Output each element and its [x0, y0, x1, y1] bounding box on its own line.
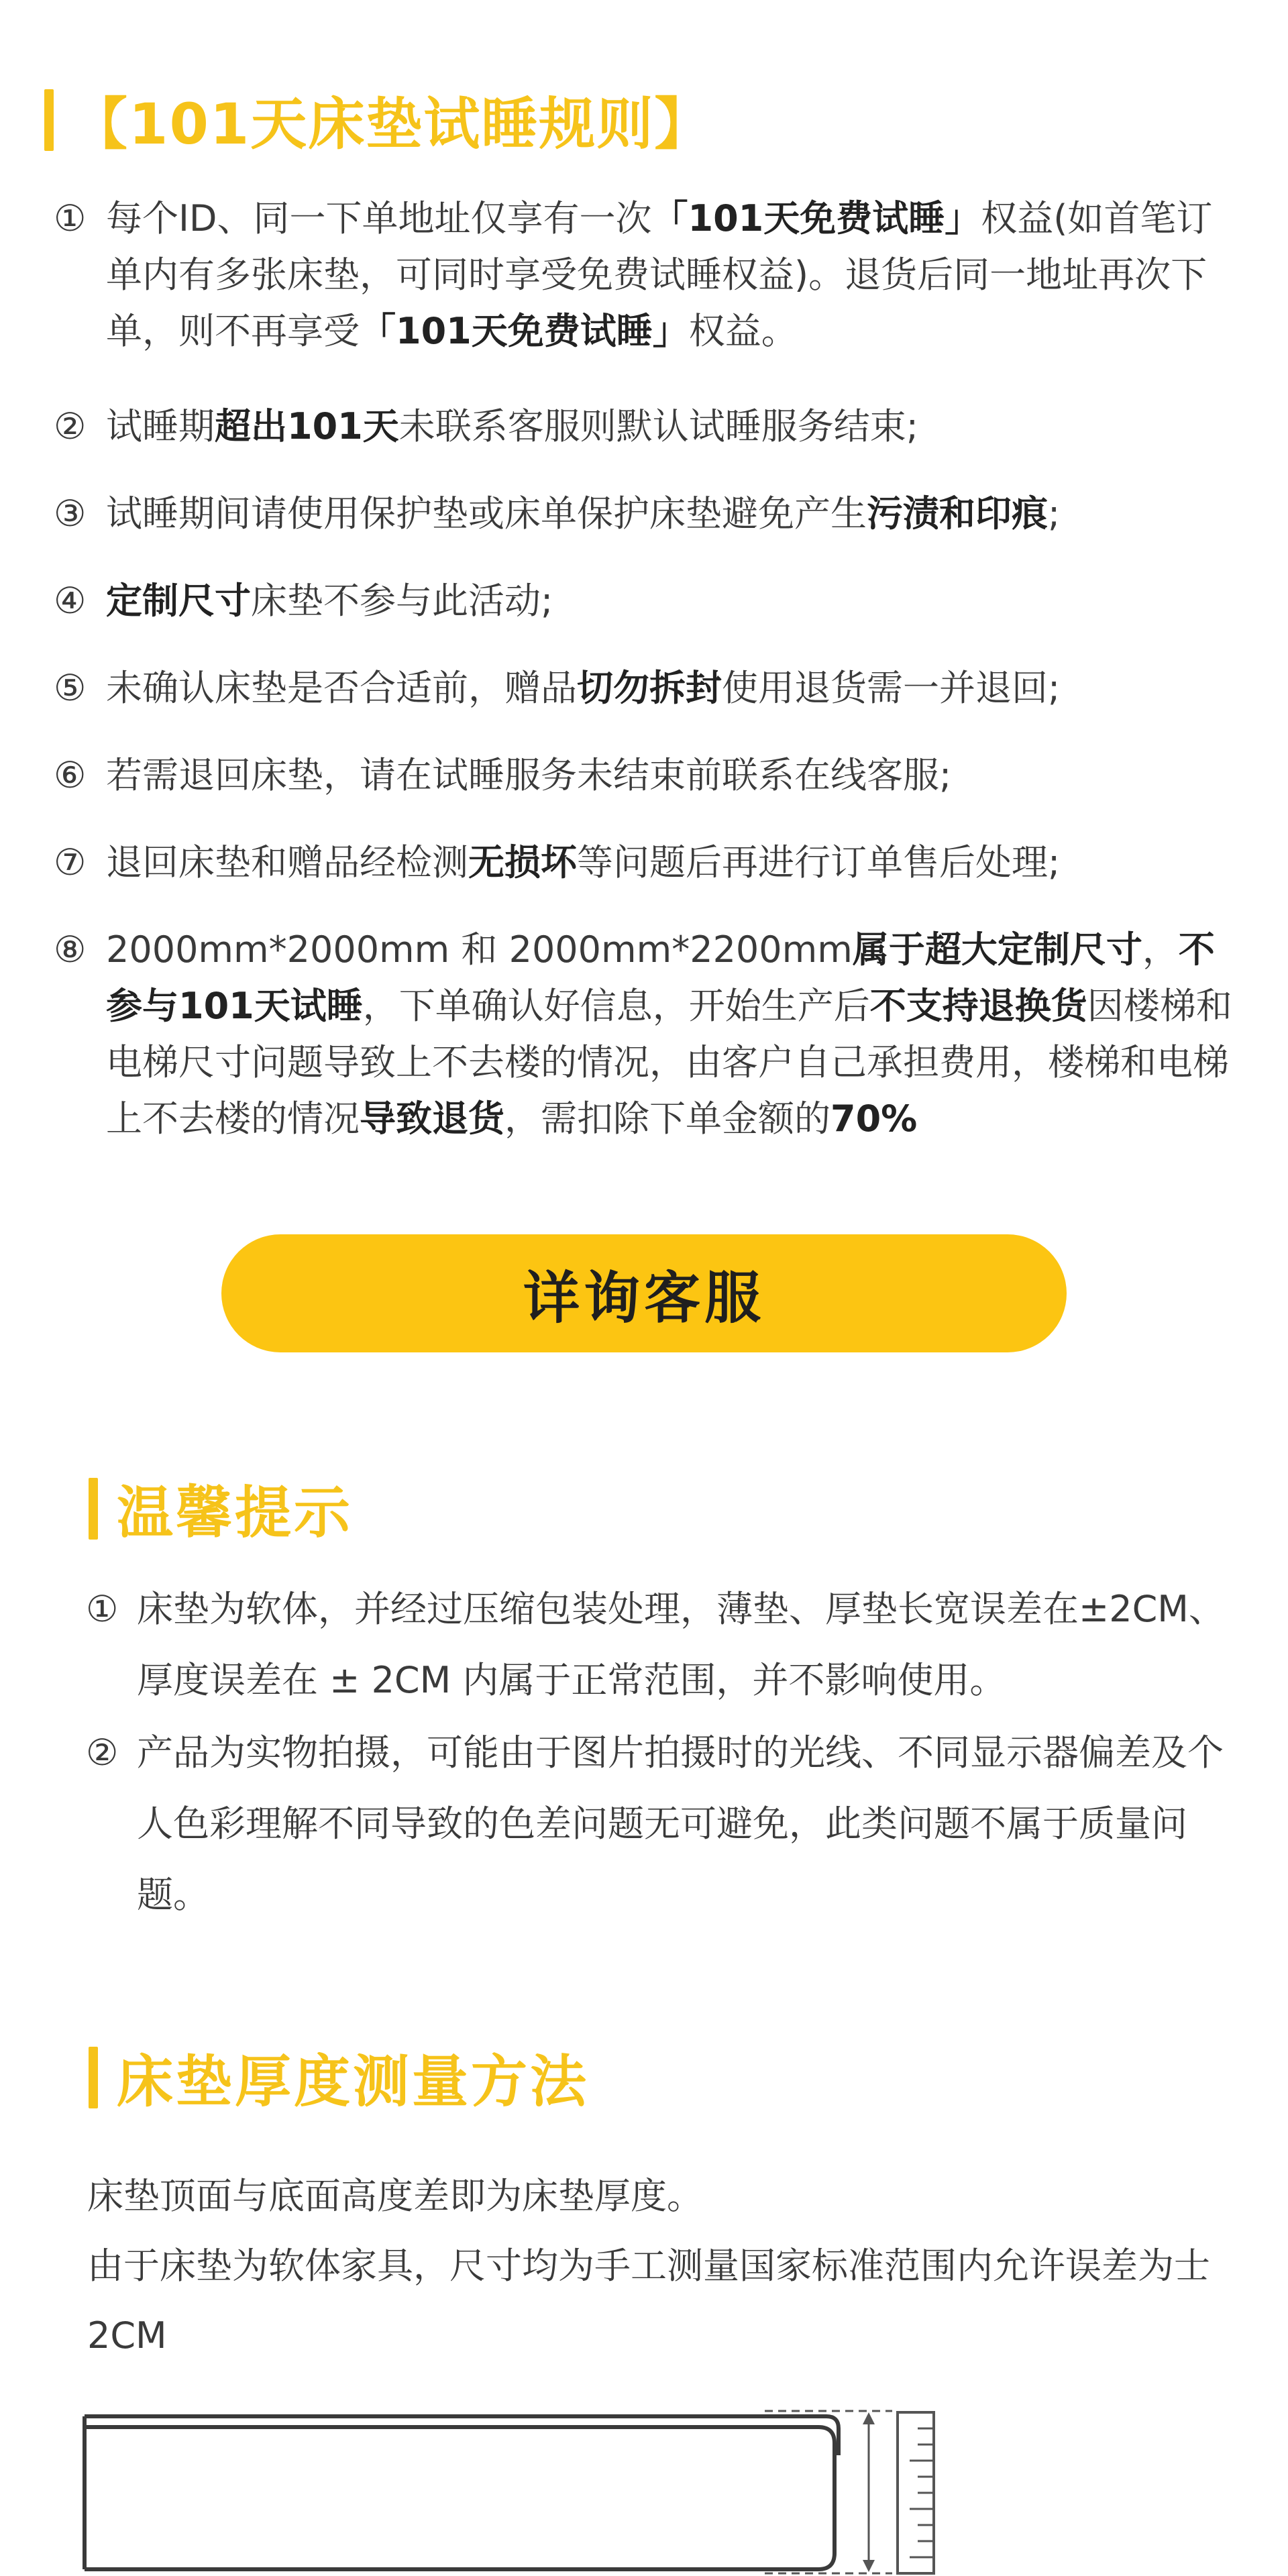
measure-tolerance: 由于床垫为软体家具，尺寸均为手工测量国家标准范围内允许误差为士 2CM [87, 2245, 1210, 2357]
tip-text: 床垫为软体，并经过压缩包装处理，薄垫、厚垫长宽误差在±2CM、厚度误差在 ± 2CM 内属于正常范围，并不影响使用。 [137, 1588, 1225, 1701]
tip-number: ② [86, 1731, 119, 1774]
rule-item-5 [54, 660, 1248, 716]
rule-number: ② [54, 405, 87, 447]
mattress-outline [85, 2416, 839, 2569]
rule-item-6 [54, 747, 1248, 804]
rule-text-part: 若需退回床垫，请在试睡服务未结束前联系在线客服; [106, 754, 952, 796]
rule-text-part: ，需扣除下单金额的 [504, 1097, 830, 1140]
rule-text-part: 试睡期 [106, 405, 215, 447]
rule-text-part: 使用退货需一并退回; [722, 667, 1061, 709]
rule-text-part: 床垫不参与此活动; [251, 580, 553, 622]
rule-item-7 [54, 835, 1248, 891]
rule-text [106, 922, 1248, 1147]
rule-text [106, 191, 1248, 360]
heading-accent-bar [89, 1478, 98, 1540]
measure-heading [89, 2037, 589, 2118]
rule-emphasis: 不支持退换货 [869, 985, 1087, 1027]
rule-emphasis: 70% [830, 1097, 918, 1140]
rule-text [106, 747, 1248, 804]
rule-text-part: ; [1048, 492, 1061, 535]
rule-text [106, 398, 1248, 455]
rule-text-part: 等问题后再进行订单售后处理; [577, 841, 1061, 883]
rule-emphasis: 超出101天 [215, 405, 399, 447]
rule-item-2 [54, 398, 1248, 455]
rule-item-4 [54, 573, 1248, 629]
rule-text-part: 未确认床垫是否合适前，赠品 [106, 667, 577, 709]
rule-text-part: 每个ID、同一下单地址仅享有一次 [106, 197, 652, 239]
rule-emphasis: 不参与101天试睡 [106, 928, 1215, 1027]
rule-number: ⑧ [54, 928, 87, 971]
mattress-thickness-diagram [80, 2402, 939, 2576]
rule-number: ① [54, 197, 87, 239]
rules-heading [44, 79, 712, 160]
rule-emphasis: 导致退货 [360, 1097, 504, 1140]
rule-number: ④ [54, 580, 87, 622]
rule-emphasis: 污渍和印痕 [867, 492, 1048, 535]
rule-text-part: ，下单确认好信息，开始生产后 [362, 985, 870, 1027]
rule-text [106, 573, 1248, 629]
heading-accent-bar [44, 89, 54, 151]
rule-emphasis: 无损坏 [468, 841, 577, 883]
rule-text-part: 试睡期间请使用保护垫或床单保护床垫避免产生 [106, 492, 867, 535]
rule-text-part: 未联系客服则默认试睡服务结束; [398, 405, 918, 447]
rule-text-part: 因楼梯和电梯尺寸问题导致上不去楼的情况，由客户自己承担费用，楼梯和电梯上不去楼的情况 [106, 985, 1232, 1140]
dimension-guides [765, 2411, 892, 2573]
tip-item-1 [86, 1574, 1226, 1716]
rule-text [106, 660, 1248, 716]
rule-emphasis: 「101天免费试睡」 [651, 197, 981, 239]
rule-item-3 [54, 486, 1248, 542]
contact-service-button[interactable] [221, 1234, 1067, 1352]
tip-text: 产品为实物拍摄，可能由于图片拍摄时的光线、不同显示器偏差及个人色彩理解不同导致的色差问题无可避免，此类问题不属于质量问题。 [137, 1731, 1224, 1916]
tip-number: ① [86, 1588, 119, 1630]
rule-emphasis: 定制尺寸 [106, 580, 251, 622]
rule-number: ⑥ [54, 754, 87, 796]
rule-item-8 [54, 922, 1248, 1147]
rule-emphasis: 属于超大定制尺寸 [852, 928, 1142, 971]
rule-text [106, 835, 1248, 891]
rule-text [106, 486, 1248, 542]
rule-text-part: 权益。 [688, 310, 798, 352]
measure-definition: 床垫顶面与底面高度差即为床垫厚度。 [87, 2175, 703, 2217]
rule-number: ③ [54, 492, 87, 535]
tips-heading [89, 1468, 353, 1549]
rule-emphasis: 「101天免费试睡」 [360, 310, 689, 352]
measure-title: 床垫厚度测量方法 [117, 2049, 590, 2114]
heading-accent-bar [89, 2047, 98, 2108]
rules-title: 【101天床垫试睡规则】 [71, 91, 712, 157]
tips-title: 温馨提示 [117, 1480, 354, 1546]
rule-text-part: 退回床垫和赠品经检测 [106, 841, 468, 883]
tip-item-2 [86, 1717, 1226, 1931]
rule-text-part: 2000mm*2000mm 和 2000mm*2200mm [106, 928, 853, 971]
rule-number: ⑤ [54, 667, 87, 709]
rule-text-part: 权益(如首笔订单内有多张床垫，可同时享受免费试睡权益)。退货后同一地址再次下单，则不再享受 [106, 197, 1213, 352]
rule-item-1 [54, 191, 1248, 360]
rule-number: ⑦ [54, 841, 87, 883]
rule-emphasis: 切勿拆封 [577, 667, 722, 709]
ruler-icon [898, 2412, 934, 2573]
contact-service-label: 详询客服 [523, 1266, 765, 1330]
rule-text-part: ， [1142, 928, 1179, 971]
